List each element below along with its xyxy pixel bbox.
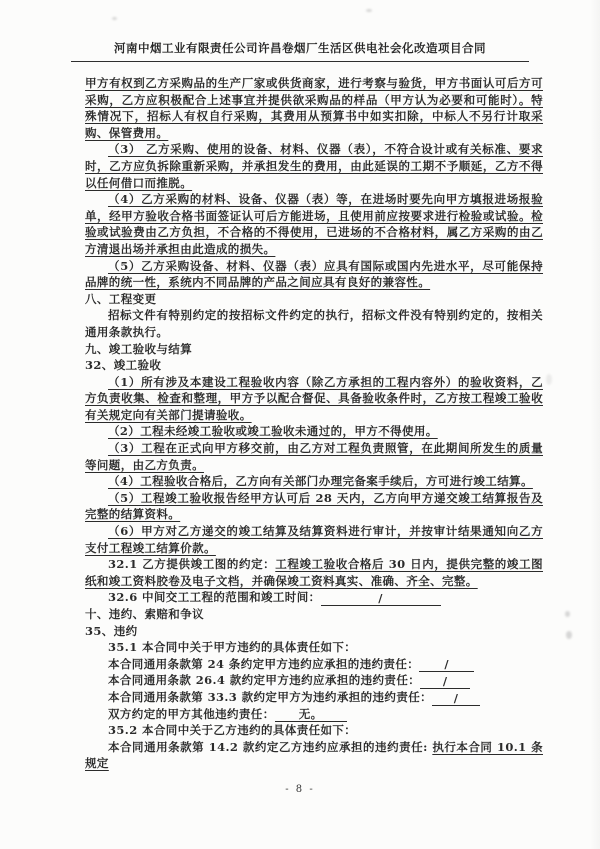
contract-paragraph bbox=[85, 191, 543, 257]
text-segment: （2）工程未经竣工验收或竣工验收未通过的，甲方不得使用。 bbox=[108, 424, 438, 439]
contract-paragraph bbox=[85, 656, 543, 673]
contract-paragraph bbox=[85, 523, 543, 556]
contract-paragraph bbox=[85, 639, 543, 656]
section-heading bbox=[85, 291, 543, 308]
text-segment: 九、竣工验收与结算 bbox=[85, 341, 193, 356]
section-heading bbox=[85, 341, 543, 358]
text-segment: 甲方有权到乙方采购品的生产厂家或供货商家，进行考察与验货，甲方书面认可后方可采购，乙方应积极配合上述事宜并提供欲采购品的样品（甲方认为必要和可能时）。特殊情况下，招标人有权自行采购，其费用从预算书中如实扣除，中标人不另行计取采购、保管费用。 bbox=[85, 76, 543, 140]
contract-paragraph bbox=[85, 75, 543, 141]
scan-speck bbox=[546, 374, 552, 385]
contract-body bbox=[85, 75, 543, 772]
text-segment: （3）工程在正式向甲方移交前，由乙方对工程负责照管，在此期间所发生的质量等问题，由乙方负责。 bbox=[85, 441, 543, 472]
text-segment: （4）乙方采购的材料、设备、仪器（表）等，在进场时要先向甲方填报进场报验单，经甲方验收合格书面签证认可后方能进场，且使用前应按要求进行检验或试验。检验或试验费由乙方负担，不合格的不得使用，已进场的不合格材料，属乙方采购的由乙方清退出场并承担由此造成的损失。 bbox=[85, 192, 543, 256]
scan-edge-shade bbox=[590, 0, 600, 849]
contract-paragraph bbox=[85, 589, 543, 606]
scan-speck bbox=[565, 611, 570, 617]
contract-paragraph bbox=[85, 739, 543, 772]
contract-paragraph bbox=[85, 473, 543, 490]
fill-in-blank: / bbox=[432, 691, 480, 706]
fill-in-blank: / bbox=[420, 674, 470, 689]
text-segment: 35.1 本合同中关于甲方违约的具体责任如下： bbox=[108, 640, 357, 655]
page-header bbox=[0, 0, 600, 62]
header-rule bbox=[71, 61, 529, 62]
scan-speck bbox=[366, 9, 372, 12]
text-segment: （5）工程竣工验收报告经甲方认可后 28 天内，乙方向甲方递交竣工结算报告及完整的结算资料。 bbox=[85, 490, 543, 522]
contract-paragraph bbox=[85, 689, 543, 706]
text-segment: 十、违约、索赔和争议 bbox=[85, 607, 204, 621]
text-segment: 本合同通用条款第 14.2 款约定乙方违约应承担的违约责任: bbox=[108, 739, 433, 754]
contract-paragraph bbox=[85, 672, 543, 689]
contract-paragraph bbox=[85, 556, 543, 589]
fill-in-blank: / bbox=[419, 657, 474, 672]
contract-paragraph bbox=[85, 490, 543, 523]
text-segment: 本合同通用条款第 24 条约定甲方违约应承担的违约责任： bbox=[108, 656, 420, 671]
contract-paragraph bbox=[85, 440, 543, 473]
page-number: - 8 - bbox=[285, 784, 315, 795]
text-segment: 32.6 中间交工工程的范围和竣工时间： bbox=[108, 590, 321, 605]
text-segment: （3） 乙方采购、使用的设备、材料、仪器（表），不符合设计或有关标准、要求时，乙方应负拆除重新采购，并承担发生的费用，由此延误的工期不予顺延，乙方不得以任何借口而推脱。 bbox=[85, 142, 543, 190]
contract-title: 河南中烟工业有限责任公司许昌卷烟厂生活区供电社会化改造项目合同 bbox=[114, 41, 486, 55]
section-heading bbox=[85, 623, 543, 640]
text-segment: （5）乙方采购设备、材料、仪器（表）应具有国际或国内先进水平，尽可能保持品牌的统一性，系统内不同品牌的产品之间应具有良好的兼容性。 bbox=[85, 258, 543, 290]
contract-paragraph bbox=[85, 423, 543, 440]
contract-paragraph bbox=[85, 706, 543, 723]
text-segment: （1）所有涉及本建设工程验收内容（除乙方承担的工程内容外）的验收资料，乙方负责收集、检查和整理，甲方予以配合督促、具备验收条件时，乙方按工程竣工验收有关规定向有关部门提请验收。 bbox=[85, 374, 543, 422]
section-heading bbox=[85, 606, 543, 623]
text-segment: 双方约定的甲方其他违约责任： bbox=[108, 706, 275, 721]
fill-in-blank: 无。 bbox=[275, 707, 347, 722]
scan-speck bbox=[566, 631, 572, 639]
contract-paragraph bbox=[85, 141, 543, 191]
text-segment: （4）工程验收合格后，乙方向有关部门办理完备案手续后，方可进行竣工结算。 bbox=[108, 474, 533, 489]
contract-paragraph bbox=[85, 722, 543, 739]
text-segment: 本合同通用条款第 33.3 款约定甲方为违约承担的违约责任： bbox=[108, 689, 433, 704]
contract-paragraph bbox=[85, 258, 543, 291]
text-segment: （6）甲方对乙方递交的竣工结算及结算资料进行审计，并按审计结果通知向乙方支付工程竣工结算价款。 bbox=[85, 524, 543, 555]
scan-speck bbox=[112, 17, 117, 20]
text-segment: 工程竣工验收合格后 30 日内，提供完整的竣工图纸和竣工资料胶卷及电子文档，并确保竣工资料真实、准确、齐全、完整。 bbox=[85, 557, 543, 588]
fill-in-blank: / bbox=[321, 591, 441, 606]
text-segment: 35.2 本合同中关于乙方违约的具体责任如下： bbox=[108, 723, 357, 738]
contract-paragraph bbox=[85, 374, 543, 424]
text-segment: 32、竣工验收 bbox=[85, 358, 162, 373]
contract-paragraph bbox=[85, 307, 543, 340]
text-segment: 招标文件有特别约定的按招标文件约定的执行，招标文件没有特别约定的，按相关通用条款执行。 bbox=[85, 308, 543, 339]
text-segment: 执行本合同 10.1 条规定 bbox=[85, 739, 543, 771]
text-segment: 35、违约 bbox=[85, 623, 138, 638]
text-segment: 本合同通用条款 26.4 款约定甲方违约应承担的违约责任： bbox=[108, 673, 421, 688]
page-footer bbox=[0, 784, 600, 795]
text-segment: 八、工程变更 bbox=[85, 291, 157, 306]
text-segment: 32.1 乙方提供竣工图的约定： bbox=[108, 557, 276, 572]
section-heading bbox=[85, 357, 543, 374]
